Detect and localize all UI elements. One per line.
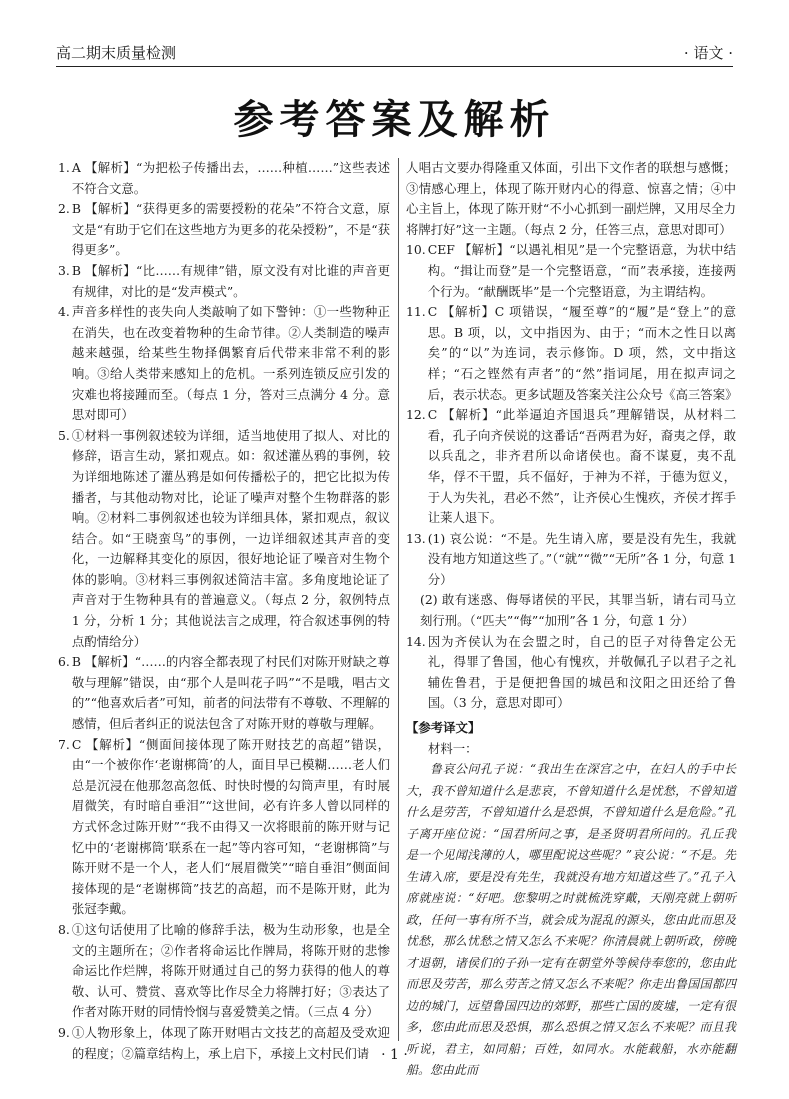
answer-item bbox=[58, 920, 390, 1023]
answer-number: 6. bbox=[58, 654, 70, 670]
answer-item bbox=[58, 735, 390, 920]
answer-subitem: (2) 敢有迷惑、侮辱诸侯的平民，其罪当斩，请右司马立刻行刑。（“匹夫”“侮”“加刑”各 1 分，句意 1 分） bbox=[420, 592, 736, 629]
answer-number: 3. bbox=[58, 262, 70, 278]
answer-text: B 【解析】“比……有规律”错，原文没有对比谁的声音更有规律，对比的是“发声模式”。 bbox=[71, 262, 390, 299]
header-exam-name: 高二期末质量检测 bbox=[56, 44, 177, 62]
answer-number: 1. bbox=[58, 160, 70, 175]
page-title: 参考答案及解析 bbox=[233, 97, 556, 143]
header-subject: · 语文 · bbox=[683, 44, 733, 62]
answer-text: ①材料一事例叙述较为详细，适当地使用了拟人、对比的修辞，语言生动，紧扣观点。如：叙述灌丛鸦的事例，较为详细地陈述了灌丛鸦是如何传播松子的，把它比拟为传播者，与其他动物对比，论证了噪声对整个生物群落的影响。②材料二事例叙述也较为详细具体，紧扣观点，叙议结合。如“王晓蛮鸟”的事例，一边详细叙述其声音的变化，一边解释其变化的原因，很好地论证了噪音对生物个体的影响。③材料三事例叙述简洁丰富。多角度地论证了声音对于生物种具有的普遍意义。（每点 2 分，叙例特点 1 分，分析 1 分；其他说法言之成理，符合叙述事例的特点酌情给分） bbox=[71, 427, 390, 649]
answer-continuation bbox=[406, 158, 736, 240]
answer-text: (1) 哀公说：“不是。先生请入席，要是没有先生，我就没有地方知道这些了。”（“就”“微”“无所”各 1 分，句意 1 分） bbox=[427, 530, 736, 587]
answer-number: 2. bbox=[58, 201, 70, 217]
answer-item bbox=[58, 261, 390, 302]
material-title: 材料一： bbox=[428, 740, 478, 756]
answer-text: CEF 【解析】“以遇礼相见”是一个完整语意，为状中结构。“揖让而登”是一个完整语意，“而”表承接，连接两个行为。“献酬既毕”是一个完整语意，为主谓结构。 bbox=[427, 242, 736, 299]
answer-text: A 【解析】“为把松子传播出去，……种植……”这些表述不符合文意。 bbox=[71, 160, 390, 196]
answer-item bbox=[406, 405, 736, 529]
answer-text: 因为齐侯认为在会盟之时，自己的臣子对待鲁定公无礼，得罪了鲁国，他心有愧疚，并敬佩孔子以君子之礼辅佐鲁君，于是便把鲁国的城邑和汶阳之田还给了鲁国。（3 分，意思对即可） bbox=[427, 633, 736, 711]
right-column bbox=[406, 158, 736, 1082]
answer-number: 13. bbox=[406, 530, 426, 546]
answer-item bbox=[406, 632, 736, 714]
answer-number: 11. bbox=[406, 304, 426, 320]
answer-text: B 【解析】“……的内容全都表现了村民们对陈开财缺之尊敬与理解”错误，由“那个人是叫花子吗”“不是哦，唱古文的”“他喜欢后者”可知，前者的问法带有不尊敬、不理解的感情，但后者纠正的说法包含了对陈开财的尊敬与理解。 bbox=[71, 654, 390, 732]
answer-item bbox=[58, 158, 390, 199]
answer-number: 5. bbox=[58, 427, 70, 443]
answer-item bbox=[58, 426, 390, 653]
translation-text: 鲁哀公问孔子说：“我出生在深宫之中，在妇人的手中长大，我不曾知道什么是悲哀，不曾知道什么是忧愁，不曾知道什么是劳苦，不曾知道什么是恐惧，不曾知道什么是危险。”孔子离开座位说：“国君所问之事，是圣贤明君所问的。孔丘我是一个见闻浅薄的人，哪里配说这些呢？”哀公说：“不是。先生请入席，要是没有先生，我就没有地方知道这些了。”孔子入席就座说：“好吧。您黎明之时就梳洗穿戴，天刚亮就上朝听政，任何一事有所不当，就会成为混乱的源头，您由此而思及忧愁，那么忧愁之情又怎么不来呢？你清晨就上朝听政，傍晚才退朝，诸侯们的子孙一定有在朝堂外等候侍奉您的，您由此而思及劳苦，那么劳苦之情又怎么不来呢？你走出鲁国国都四边的城门，远望鲁国四边的郊野，那些亡国的废墟，一定有很多，您由此而思及恐惧，那么恐惧之情又怎么不来呢？而且我听说，君主，如同船；百姓，如同水。水能载船，水亦能翻船。您由此而 bbox=[406, 762, 736, 1078]
answer-text: ①这句话使用了比喻的修辞手法，极为生动形象，也是全文的主题所在；②作者将命运比作牌局，将陈开财的悲惨命运比作烂牌，将陈开财通过自己的努力获得的他人的尊敬、认可、赞赏、喜欢等比作尽全力将牌打好；③表达了作者对陈开财的同情怜悯与喜爱赞美之情。（三点 4 分） bbox=[71, 921, 390, 1020]
answer-item bbox=[406, 302, 736, 405]
answer-text: 人唱古文要办得隆重又体面，引出下文作者的联想与感慨；③情感心理上，体现了陈开财内心的得意、惊喜之情；④中心主旨上，体现了陈开财“不小心抓到一副烂牌，又用尽全力将牌打好”这一主题。（每点 2 分，任答三点，意思对即可） bbox=[406, 160, 736, 237]
answer-number: 9. bbox=[58, 1024, 70, 1040]
answer-item bbox=[406, 240, 736, 302]
answer-number: 12. bbox=[406, 407, 426, 423]
page-header bbox=[56, 44, 733, 67]
reference-heading: 【参考译文】 bbox=[406, 720, 481, 736]
answer-number: 7. bbox=[58, 736, 70, 752]
answer-number: 10. bbox=[406, 242, 426, 258]
left-column bbox=[58, 158, 390, 1064]
column-divider bbox=[398, 158, 399, 1041]
answer-text: B 【解析】“获得更多的需要授粉的花朵”不符合文意，原文是“有助于它们在这些地方为更多的花朵授粉”，不是“获得更多”。 bbox=[71, 201, 390, 258]
answer-number: 4. bbox=[58, 304, 70, 320]
answer-item bbox=[58, 652, 390, 734]
answer-text: C 【解析】“此举逼迫齐国退兵”理解错误，从材料二看，孔子向齐侯说的这番话“吾两君为好，裔夷之俘，敢以兵乱之，非齐君所以命诸侯也。裔不谋夏，夷不乱华，俘不干盟，兵不偪好，于神为不祥，于德为愆义，于人为失礼，君必不然”，让齐侯心生愧疚，齐侯才挥手让莱人退下。 bbox=[427, 407, 736, 526]
answer-number: 14. bbox=[406, 633, 426, 649]
answer-item bbox=[58, 199, 390, 261]
answer-item bbox=[58, 302, 390, 426]
answer-number: 8. bbox=[58, 921, 70, 937]
page-number: · 1 · bbox=[381, 1047, 408, 1063]
answer-text: C 【解析】C 项错误，“履至尊”的“履”是“登上”的意思。B 项，以，文中指因为、由于；“而木之性日以离矣”的“以”为连词，表示修饰。D 项，然，文中指这样；“石之铿然有声者”的“然”指词尾，用在拟声词之后，表示状态。更多试题及答案关注公众号《高三答案》 bbox=[427, 304, 738, 402]
answer-text: ①人物形象上，体现了陈开财唱古文技艺的高超及受欢迎的程度；②篇章结构上，承上启下，承接上文村民们请 bbox=[71, 1024, 390, 1061]
answer-item bbox=[406, 529, 736, 591]
answer-text: 声音多样性的丧失向人类敲响了如下警钟：①一些物种正在消失，也在改变着物种的生命节律。②人类制造的噪声越来越强，给某些生物择偶繁育后代带来非常不利的影响。③给人类带来感知上的危机。一系列连锁反应引发的灾难也将接踵而至。（每点 1 分，答对三点满分 4 分。意思对即可） bbox=[71, 304, 390, 423]
answer-text: C 【解析】“侧面间接体现了陈开财技艺的高超”错误，由“一个被你作‘老谢梆筒’的人，面目早已模糊……老人们总是沉浸在他那忽高忽低、时快时慢的勾筒声里，有时展眉微笑，有时暗自垂泪”“这世间，必有许多人曾以同样的方式怀念过陈开财”“我不由得又一次将眼前的陈开财与记忆中的‘老谢梆筒’联系在一起”等内容可知，“老谢梆筒”与陈开财不是一个人，老人们“展眉微笑”“暗自垂泪”侧面间接体现的是“老谢梆筒”技艺的高超，而不是陈开财，此为张冠李戴。 bbox=[71, 736, 390, 917]
